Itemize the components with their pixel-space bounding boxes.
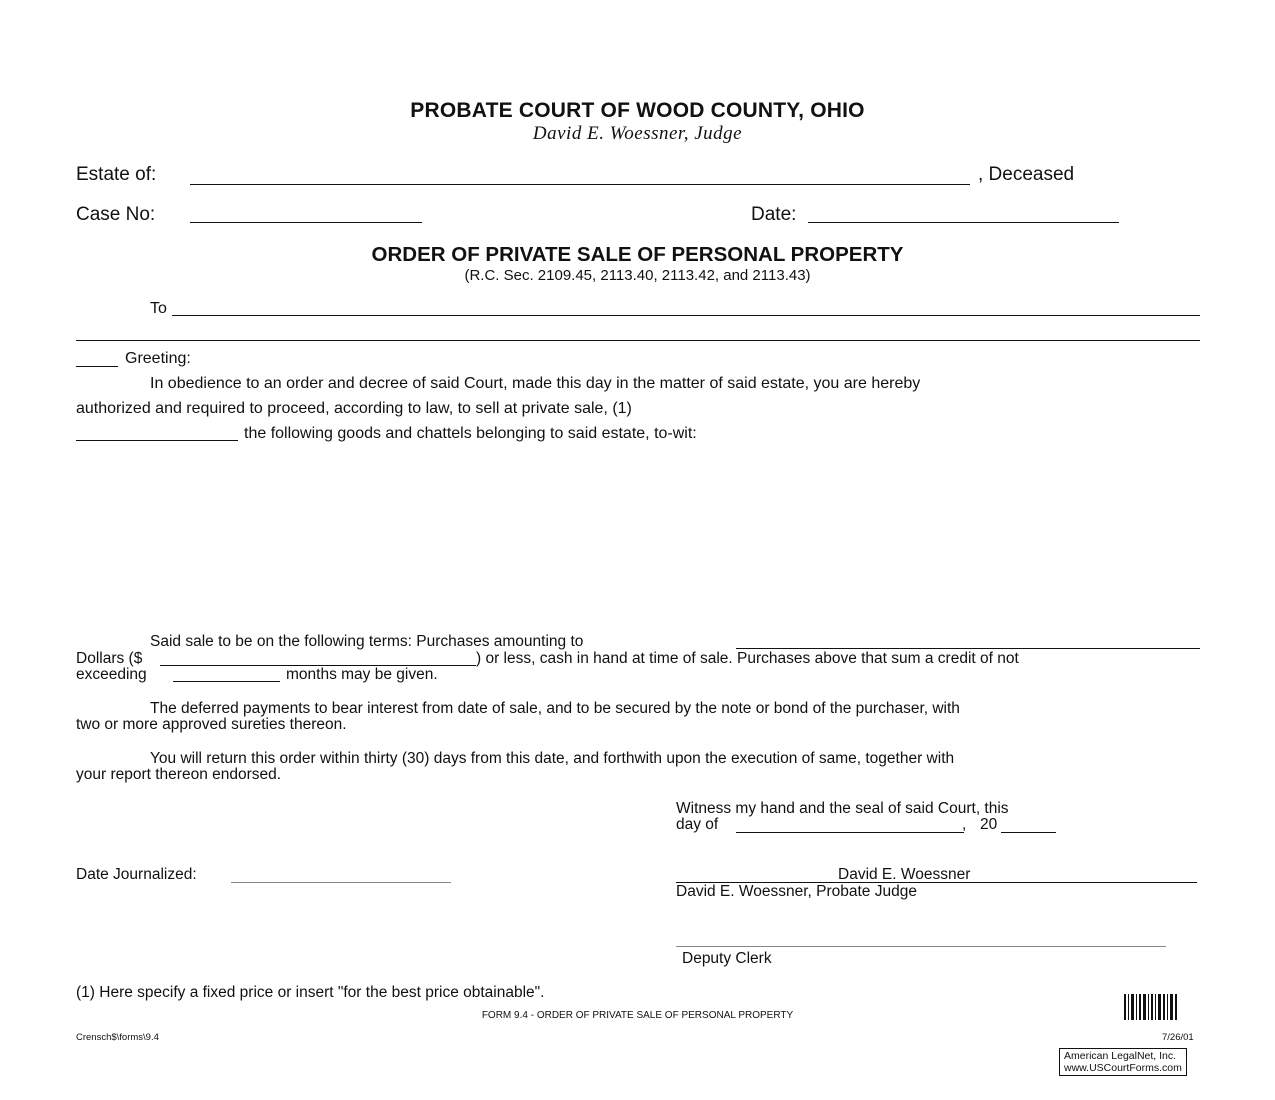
form-title: ORDER OF PRIVATE SALE OF PERSONAL PROPERTY: [371, 243, 904, 266]
terms-line1: Said sale to be on the following terms: Purchases amounting to: [150, 633, 584, 650]
comma-separator: ,: [962, 816, 967, 833]
deputy-clerk-label: Deputy Clerk: [682, 950, 772, 967]
year-field[interactable]: [1001, 832, 1056, 833]
year-prefix: 20: [980, 816, 998, 833]
deferred-line1: The deferred payments to bear interest from date of sale, and to be secured by the note or bond of the purchaser, with: [150, 700, 960, 717]
case-no-label: Case No:: [76, 204, 156, 225]
publisher-url[interactable]: www.USCourtForms.com: [1064, 1062, 1182, 1074]
statute-references: (R.C. Sec. 2109.45, 2113.40, 2113.42, and 2113.43): [464, 267, 811, 284]
date-journalized-label: Date Journalized:: [76, 866, 197, 883]
date-journalized-field[interactable]: [231, 882, 451, 883]
date-field[interactable]: [808, 222, 1119, 223]
judge-signature-name: David E. Woessner: [838, 866, 971, 883]
terms-exceeding-label: exceeding: [76, 666, 147, 683]
estate-name-field[interactable]: [190, 184, 970, 185]
to-field-line2[interactable]: [76, 340, 1200, 341]
day-of-label: day of: [676, 816, 719, 833]
day-of-field[interactable]: [736, 832, 964, 833]
form-path: Crensch$\forms\9.4: [76, 1032, 159, 1043]
order-paragraph-line2: authorized and required to proceed, according to law, to sell at private sale, (1): [76, 400, 632, 417]
order-paragraph-line3: the following goods and chattels belonging to said estate, to-wit:: [244, 425, 697, 442]
case-no-field[interactable]: [190, 222, 422, 223]
purchase-amount-field[interactable]: [736, 648, 1200, 649]
sale-price-field[interactable]: [76, 440, 238, 441]
terms-months-text: months may be given.: [286, 666, 438, 683]
goods-description-area[interactable]: [76, 452, 1200, 622]
credit-months-field[interactable]: [173, 681, 280, 682]
revision-date: 7/26/01: [1162, 1032, 1194, 1043]
deputy-clerk-signature-line[interactable]: [676, 946, 1166, 947]
return-line1: You will return this order within thirty (30) days from this date, and forthwith upon the execution of same, together with: [150, 750, 955, 767]
deceased-label: , Deceased: [978, 164, 1075, 185]
form-id: FORM 9.4 - ORDER OF PRIVATE SALE OF PERSONAL PROPERTY: [481, 1010, 794, 1021]
publisher-name: American LegalNet, Inc.: [1064, 1050, 1177, 1062]
estate-label: Estate of:: [76, 164, 157, 185]
to-label: To: [150, 300, 167, 317]
footnote: (1) Here specify a fixed price or insert "for the best price obtainable".: [76, 984, 545, 1001]
deferred-line2: two or more approved sureties thereon.: [76, 716, 347, 733]
witness-line1: Witness my hand and the seal of said Court, this: [676, 800, 1009, 817]
order-paragraph-line1: In obedience to an order and decree of said Court, made this day in the matter of said estate, you are hereby: [150, 375, 921, 392]
to-field[interactable]: [172, 315, 1200, 316]
return-line2: your report thereon endorsed.: [76, 766, 282, 783]
court-title: PROBATE COURT OF WOOD COUNTY, OHIO: [410, 99, 865, 122]
publisher-logo: [1059, 1048, 1187, 1076]
date-label: Date:: [751, 204, 797, 225]
terms-dollars-label: Dollars ($: [76, 650, 143, 667]
greeting-blank[interactable]: [76, 366, 118, 367]
terms-line2: ) or less, cash in hand at time of sale. Purchases above that sum a credit of not: [476, 650, 1019, 667]
judge-name: David E. Woessner, Judge: [532, 123, 743, 144]
judge-title: David E. Woessner, Probate Judge: [676, 883, 917, 900]
greeting-text: Greeting:: [125, 350, 191, 367]
